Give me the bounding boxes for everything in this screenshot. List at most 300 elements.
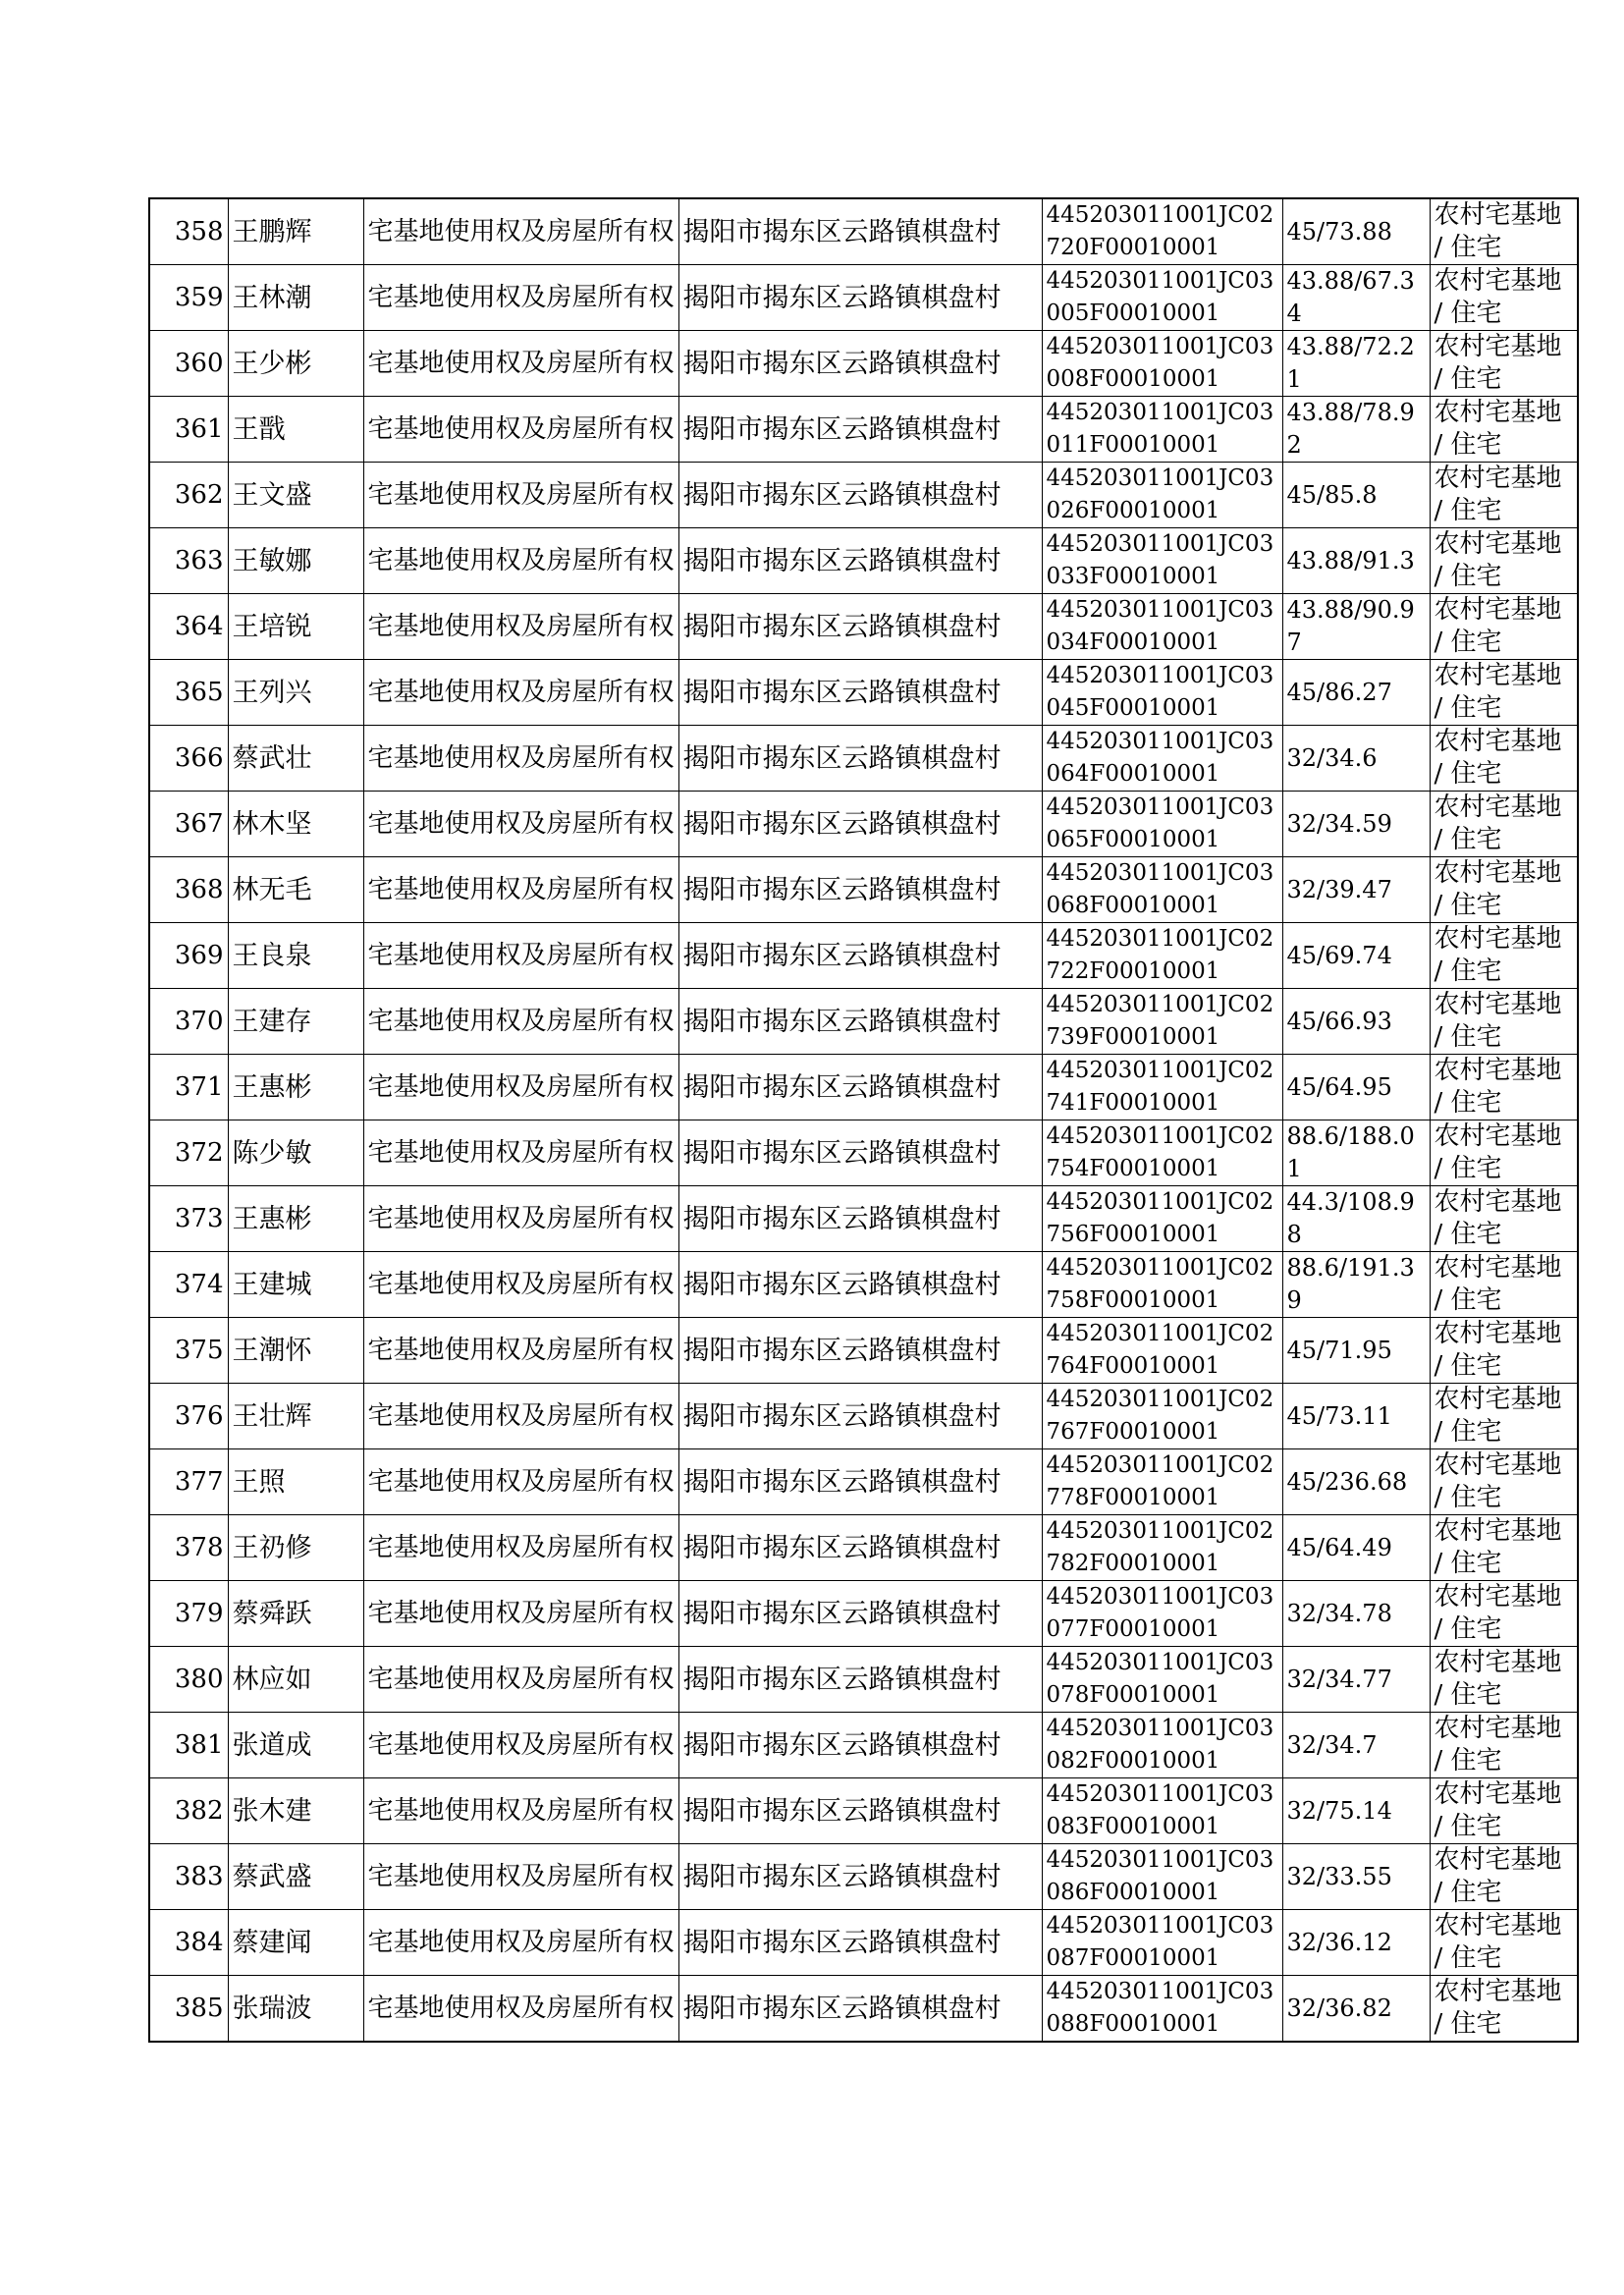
row-number-cell	[149, 1120, 228, 1186]
owner-name: 蔡建闻	[232, 1927, 312, 1958]
right-type: 宅基地使用权及房屋所有权	[367, 1466, 675, 1497]
unit-code: 445203011001JC02782F00010001	[1046, 1518, 1274, 1576]
area-value: 45/71.95	[1286, 1336, 1392, 1364]
area-value-cell	[1282, 1778, 1430, 1844]
owner-name-cell	[228, 1384, 363, 1449]
area-value-cell	[1282, 1581, 1430, 1647]
table-row	[149, 1186, 1578, 1252]
location-cell	[678, 1384, 1042, 1449]
unit-code: 445203011001JC03087F00010001	[1046, 1913, 1274, 1971]
location: 揭阳市揭东区云路镇棋盘村	[682, 1795, 1001, 1827]
owner-name: 蔡舜跃	[232, 1598, 312, 1629]
area-value: 45/85.8	[1286, 480, 1378, 509]
unit-code: 445203011001JC03005F00010001	[1046, 268, 1274, 326]
right-type-cell	[363, 528, 678, 594]
unit-code: 445203011001JC02739F00010001	[1046, 992, 1274, 1050]
unit-code-cell	[1042, 265, 1282, 331]
area-value-cell	[1282, 265, 1430, 331]
land-use-cell	[1430, 1976, 1578, 2043]
unit-code: 445203011001JC03008F00010001	[1046, 334, 1274, 392]
land-use-cell	[1430, 1581, 1578, 1647]
owner-name: 王戬	[232, 413, 286, 445]
location: 揭阳市揭东区云路镇棋盘村	[682, 1598, 1001, 1629]
owner-name: 王培锐	[232, 611, 312, 642]
land-use: 农村宅基地 / 住宅	[1434, 792, 1562, 854]
location-cell	[678, 1778, 1042, 1844]
row-number: 373	[174, 1203, 224, 1233]
row-number: 366	[174, 742, 224, 773]
unit-code-cell	[1042, 660, 1282, 726]
location: 揭阳市揭东区云路镇棋盘村	[682, 742, 1001, 774]
row-number-cell	[149, 1252, 228, 1318]
row-number-cell	[149, 528, 228, 594]
right-type-cell	[363, 792, 678, 857]
row-number: 369	[174, 940, 224, 970]
right-type: 宅基地使用权及房屋所有权	[367, 1993, 675, 2023]
right-type: 宅基地使用权及房屋所有权	[367, 1664, 675, 1694]
land-use-cell	[1430, 923, 1578, 989]
location-cell	[678, 1713, 1042, 1778]
unit-code: 445203011001JC02756F00010001	[1046, 1189, 1274, 1247]
right-type: 宅基地使用权及房屋所有权	[367, 216, 675, 246]
unit-code-cell	[1042, 463, 1282, 528]
row-number-cell	[149, 1515, 228, 1581]
area-value: 45/69.74	[1286, 941, 1392, 969]
land-use-cell	[1430, 1055, 1578, 1120]
land-use-cell	[1430, 792, 1578, 857]
area-value-cell	[1282, 1844, 1430, 1910]
land-use: 农村宅基地 / 住宅	[1434, 1845, 1562, 1907]
row-number-cell	[149, 198, 228, 265]
row-number-cell	[149, 463, 228, 528]
row-number: 371	[174, 1071, 224, 1102]
unit-code: 445203011001JC03065F00010001	[1046, 794, 1274, 852]
unit-code: 445203011001JC02764F00010001	[1046, 1321, 1274, 1379]
right-type: 宅基地使用权及房屋所有权	[367, 808, 675, 839]
land-use-cell	[1430, 331, 1578, 397]
owner-name-cell	[228, 1055, 363, 1120]
unit-code-cell	[1042, 1910, 1282, 1976]
land-use: 农村宅基地 / 住宅	[1434, 200, 1562, 262]
right-type-cell	[363, 331, 678, 397]
land-use-cell	[1430, 1252, 1578, 1318]
row-number-cell	[149, 1384, 228, 1449]
row-number: 367	[174, 808, 224, 839]
owner-name: 林应如	[232, 1664, 312, 1695]
location-cell	[678, 660, 1042, 726]
right-type-cell	[363, 1976, 678, 2043]
land-use-cell	[1430, 594, 1578, 660]
row-number: 375	[174, 1335, 224, 1365]
area-value: 88.6/188.01	[1286, 1122, 1415, 1182]
table-row	[149, 726, 1578, 792]
owner-name-cell	[228, 1120, 363, 1186]
table-row	[149, 989, 1578, 1055]
location-cell	[678, 857, 1042, 923]
land-use: 农村宅基地 / 住宅	[1434, 924, 1562, 986]
location: 揭阳市揭东区云路镇棋盘村	[682, 1993, 1001, 2024]
owner-name-cell	[228, 265, 363, 331]
row-number-cell	[149, 1778, 228, 1844]
right-type-cell	[363, 989, 678, 1055]
location-cell	[678, 1449, 1042, 1515]
location-cell	[678, 1515, 1042, 1581]
location-cell	[678, 198, 1042, 265]
unit-code-cell	[1042, 857, 1282, 923]
right-type: 宅基地使用权及房屋所有权	[367, 1795, 675, 1826]
row-number-cell	[149, 989, 228, 1055]
row-number-cell	[149, 1976, 228, 2043]
row-number: 359	[174, 282, 224, 312]
owner-name-cell	[228, 1778, 363, 1844]
land-use: 农村宅基地 / 住宅	[1434, 990, 1562, 1052]
table-row	[149, 397, 1578, 463]
right-type-cell	[363, 1515, 678, 1581]
location-cell	[678, 1252, 1042, 1318]
unit-code-cell	[1042, 989, 1282, 1055]
right-type: 宅基地使用权及房屋所有权	[367, 940, 675, 970]
location: 揭阳市揭东区云路镇棋盘村	[682, 216, 1001, 247]
row-number: 381	[174, 1729, 224, 1760]
table-row	[149, 1120, 1578, 1186]
right-type-cell	[363, 397, 678, 463]
right-type: 宅基地使用权及房屋所有权	[367, 1137, 675, 1168]
location-cell	[678, 463, 1042, 528]
right-type: 宅基地使用权及房屋所有权	[367, 1269, 675, 1299]
right-type: 宅基地使用权及房屋所有权	[367, 1927, 675, 1957]
right-type-cell	[363, 1186, 678, 1252]
right-type-cell	[363, 1252, 678, 1318]
location: 揭阳市揭东区云路镇棋盘村	[682, 1664, 1001, 1695]
area-value: 45/73.11	[1286, 1401, 1392, 1430]
location: 揭阳市揭东区云路镇棋盘村	[682, 1532, 1001, 1563]
land-use: 农村宅基地 / 住宅	[1434, 1187, 1562, 1249]
unit-code-cell	[1042, 1844, 1282, 1910]
unit-code: 445203011001JC02778F00010001	[1046, 1452, 1274, 1510]
right-type: 宅基地使用权及房屋所有权	[367, 874, 675, 904]
right-type: 宅基地使用权及房屋所有权	[367, 348, 675, 378]
area-value: 32/36.82	[1286, 1994, 1392, 2022]
land-use: 农村宅基地 / 住宅	[1434, 1516, 1562, 1578]
land-use: 农村宅基地 / 住宅	[1434, 529, 1562, 591]
land-use-cell	[1430, 1120, 1578, 1186]
row-number: 377	[174, 1466, 224, 1497]
owner-name: 王惠彬	[232, 1071, 312, 1103]
row-number-cell	[149, 660, 228, 726]
land-use-cell	[1430, 1910, 1578, 1976]
land-use: 农村宅基地 / 住宅	[1434, 727, 1562, 789]
owner-name: 王建存	[232, 1006, 312, 1037]
location: 揭阳市揭东区云路镇棋盘村	[682, 1269, 1001, 1300]
location-cell	[678, 594, 1042, 660]
unit-code: 445203011001JC03086F00010001	[1046, 1847, 1274, 1905]
owner-name-cell	[228, 989, 363, 1055]
right-type-cell	[363, 660, 678, 726]
unit-code-cell	[1042, 923, 1282, 989]
right-type-cell	[363, 1844, 678, 1910]
table-body	[149, 198, 1578, 2042]
owner-name-cell	[228, 1515, 363, 1581]
owner-name-cell	[228, 857, 363, 923]
area-value-cell	[1282, 1055, 1430, 1120]
unit-code-cell	[1042, 1778, 1282, 1844]
area-value-cell	[1282, 1186, 1430, 1252]
owner-name-cell	[228, 1318, 363, 1384]
owner-name: 王列兴	[232, 677, 312, 708]
owner-name-cell	[228, 792, 363, 857]
area-value-cell	[1282, 198, 1430, 265]
row-number-cell	[149, 397, 228, 463]
row-number: 372	[174, 1137, 224, 1168]
row-number-cell	[149, 1910, 228, 1976]
right-type: 宅基地使用权及房屋所有权	[367, 413, 675, 444]
row-number-cell	[149, 857, 228, 923]
unit-code-cell	[1042, 1384, 1282, 1449]
table-row	[149, 1910, 1578, 1976]
location: 揭阳市揭东区云路镇棋盘村	[682, 1466, 1001, 1498]
location: 揭阳市揭东区云路镇棋盘村	[682, 1729, 1001, 1761]
table-row	[149, 1647, 1578, 1713]
area-value: 32/34.77	[1286, 1665, 1392, 1693]
row-number-cell	[149, 1713, 228, 1778]
land-use: 农村宅基地 / 住宅	[1434, 1779, 1562, 1841]
unit-code: 445203011001JC02722F00010001	[1046, 926, 1274, 984]
right-type: 宅基地使用权及房屋所有权	[367, 742, 675, 773]
land-use-cell	[1430, 528, 1578, 594]
table-row	[149, 1515, 1578, 1581]
right-type: 宅基地使用权及房屋所有权	[367, 1071, 675, 1102]
area-value-cell	[1282, 726, 1430, 792]
land-use: 农村宅基地 / 住宅	[1434, 1450, 1562, 1512]
owner-name: 张瑞波	[232, 1993, 312, 2024]
row-number-cell	[149, 726, 228, 792]
area-value: 43.88/67.34	[1286, 267, 1415, 327]
table-row	[149, 265, 1578, 331]
owner-name-cell	[228, 923, 363, 989]
unit-code: 445203011001JC02758F00010001	[1046, 1255, 1274, 1313]
land-use: 农村宅基地 / 住宅	[1434, 464, 1562, 525]
unit-code-cell	[1042, 1449, 1282, 1515]
area-value: 44.3/108.98	[1286, 1188, 1415, 1248]
location: 揭阳市揭东区云路镇棋盘村	[682, 940, 1001, 971]
owner-name: 陈少敏	[232, 1137, 312, 1169]
right-type: 宅基地使用权及房屋所有权	[367, 1006, 675, 1036]
unit-code-cell	[1042, 528, 1282, 594]
location-cell	[678, 1055, 1042, 1120]
land-use: 农村宅基地 / 住宅	[1434, 661, 1562, 723]
row-number: 379	[174, 1598, 224, 1628]
area-value-cell	[1282, 989, 1430, 1055]
owner-name-cell	[228, 1581, 363, 1647]
row-number: 364	[174, 611, 224, 641]
owner-name-cell	[228, 1186, 363, 1252]
unit-code: 445203011001JC02767F00010001	[1046, 1387, 1274, 1445]
location-cell	[678, 1844, 1042, 1910]
right-type: 宅基地使用权及房屋所有权	[367, 1598, 675, 1628]
table-row	[149, 1055, 1578, 1120]
land-use-cell	[1430, 1515, 1578, 1581]
location-cell	[678, 1186, 1042, 1252]
unit-code: 445203011001JC03045F00010001	[1046, 663, 1274, 721]
row-number: 358	[174, 216, 224, 246]
row-number-cell	[149, 265, 228, 331]
unit-code-cell	[1042, 726, 1282, 792]
area-value-cell	[1282, 528, 1430, 594]
land-use-cell	[1430, 726, 1578, 792]
unit-code-cell	[1042, 397, 1282, 463]
owner-name: 蔡武壮	[232, 742, 312, 774]
right-type-cell	[363, 923, 678, 989]
location-cell	[678, 792, 1042, 857]
unit-code-cell	[1042, 1252, 1282, 1318]
unit-code-cell	[1042, 1186, 1282, 1252]
owner-name-cell	[228, 1449, 363, 1515]
location: 揭阳市揭东区云路镇棋盘村	[682, 413, 1001, 445]
location: 揭阳市揭东区云路镇棋盘村	[682, 1927, 1001, 1958]
area-value-cell	[1282, 331, 1430, 397]
area-value-cell	[1282, 1910, 1430, 1976]
unit-code: 445203011001JC02741F00010001	[1046, 1058, 1274, 1116]
location: 揭阳市揭东区云路镇棋盘村	[682, 808, 1001, 840]
table-row	[149, 1581, 1578, 1647]
land-use-cell	[1430, 1647, 1578, 1713]
land-use: 农村宅基地 / 住宅	[1434, 1121, 1562, 1183]
right-type: 宅基地使用权及房屋所有权	[367, 611, 675, 641]
location: 揭阳市揭东区云路镇棋盘村	[682, 348, 1001, 379]
right-type-cell	[363, 1318, 678, 1384]
table-row	[149, 594, 1578, 660]
land-use: 农村宅基地 / 住宅	[1434, 1911, 1562, 1973]
table-row	[149, 463, 1578, 528]
right-type: 宅基地使用权及房屋所有权	[367, 1335, 675, 1365]
row-number-cell	[149, 1844, 228, 1910]
table-row	[149, 1844, 1578, 1910]
table-row	[149, 792, 1578, 857]
location: 揭阳市揭东区云路镇棋盘村	[682, 479, 1001, 511]
table-row	[149, 1449, 1578, 1515]
row-number: 380	[174, 1664, 224, 1694]
right-type: 宅基地使用权及房屋所有权	[367, 677, 675, 707]
unit-code: 445203011001JC02720F00010001	[1046, 202, 1274, 260]
location-cell	[678, 397, 1042, 463]
right-type: 宅基地使用权及房屋所有权	[367, 545, 675, 575]
location-cell	[678, 1976, 1042, 2043]
right-type: 宅基地使用权及房屋所有权	[367, 1203, 675, 1233]
unit-code: 445203011001JC03088F00010001	[1046, 1979, 1274, 2037]
area-value: 32/33.55	[1286, 1862, 1392, 1890]
unit-code-cell	[1042, 1515, 1282, 1581]
owner-name-cell	[228, 726, 363, 792]
area-value-cell	[1282, 1449, 1430, 1515]
owner-name-cell	[228, 1976, 363, 2043]
owner-name: 王惠彬	[232, 1203, 312, 1234]
area-value: 43.88/72.21	[1286, 333, 1415, 393]
location: 揭阳市揭东区云路镇棋盘村	[682, 1071, 1001, 1103]
right-type-cell	[363, 594, 678, 660]
location: 揭阳市揭东区云路镇棋盘村	[682, 1203, 1001, 1234]
area-value-cell	[1282, 594, 1430, 660]
area-value: 43.88/78.92	[1286, 399, 1415, 459]
row-number-cell	[149, 1647, 228, 1713]
area-value-cell	[1282, 1976, 1430, 2043]
area-value: 32/34.59	[1286, 809, 1392, 838]
location: 揭阳市揭东区云路镇棋盘村	[682, 677, 1001, 708]
owner-name: 林无毛	[232, 874, 312, 905]
area-value-cell	[1282, 1318, 1430, 1384]
row-number-cell	[149, 331, 228, 397]
area-value-cell	[1282, 463, 1430, 528]
area-value-cell	[1282, 1252, 1430, 1318]
area-value: 32/34.7	[1286, 1730, 1378, 1759]
owner-name: 王林潮	[232, 282, 312, 313]
row-number-cell	[149, 1449, 228, 1515]
unit-code-cell	[1042, 792, 1282, 857]
right-type: 宅基地使用权及房屋所有权	[367, 1729, 675, 1760]
location-cell	[678, 1581, 1042, 1647]
unit-code-cell	[1042, 1713, 1282, 1778]
location-cell	[678, 265, 1042, 331]
owner-name: 蔡武盛	[232, 1861, 312, 1892]
land-use-cell	[1430, 1713, 1578, 1778]
row-number: 382	[174, 1795, 224, 1826]
table-row	[149, 331, 1578, 397]
right-type-cell	[363, 857, 678, 923]
right-type: 宅基地使用权及房屋所有权	[367, 1400, 675, 1431]
unit-code-cell	[1042, 1120, 1282, 1186]
area-value: 45/64.49	[1286, 1533, 1392, 1561]
right-type-cell	[363, 1384, 678, 1449]
row-number: 365	[174, 677, 224, 707]
owner-name-cell	[228, 528, 363, 594]
unit-code-cell	[1042, 331, 1282, 397]
land-use-cell	[1430, 1384, 1578, 1449]
area-value-cell	[1282, 1120, 1430, 1186]
unit-code-cell	[1042, 1055, 1282, 1120]
land-use: 农村宅基地 / 住宅	[1434, 266, 1562, 328]
land-use: 农村宅基地 / 住宅	[1434, 398, 1562, 460]
unit-code: 445203011001JC03083F00010001	[1046, 1781, 1274, 1839]
area-value-cell	[1282, 857, 1430, 923]
land-use-cell	[1430, 1778, 1578, 1844]
location: 揭阳市揭东区云路镇棋盘村	[682, 1861, 1001, 1892]
right-type-cell	[363, 1910, 678, 1976]
location: 揭阳市揭东区云路镇棋盘村	[682, 545, 1001, 576]
table-row	[149, 923, 1578, 989]
owner-name: 王良泉	[232, 940, 312, 971]
area-value: 88.6/191.39	[1286, 1254, 1415, 1314]
unit-code: 445203011001JC03034F00010001	[1046, 597, 1274, 655]
row-number: 376	[174, 1400, 224, 1431]
land-use-cell	[1430, 463, 1578, 528]
table-row	[149, 198, 1578, 265]
area-value: 32/36.12	[1286, 1928, 1392, 1956]
land-use: 农村宅基地 / 住宅	[1434, 1056, 1562, 1118]
area-value: 45/86.27	[1286, 678, 1392, 706]
row-number: 368	[174, 874, 224, 904]
row-number-cell	[149, 1581, 228, 1647]
location-cell	[678, 1120, 1042, 1186]
row-number: 385	[174, 1993, 224, 2023]
land-use: 农村宅基地 / 住宅	[1434, 1385, 1562, 1447]
table-row	[149, 1976, 1578, 2043]
area-value: 32/34.78	[1286, 1599, 1392, 1627]
unit-code-cell	[1042, 1976, 1282, 2043]
owner-name-cell	[228, 594, 363, 660]
row-number-cell	[149, 1186, 228, 1252]
unit-code-cell	[1042, 198, 1282, 265]
owner-name-cell	[228, 660, 363, 726]
unit-code: 445203011001JC03082F00010001	[1046, 1716, 1274, 1774]
